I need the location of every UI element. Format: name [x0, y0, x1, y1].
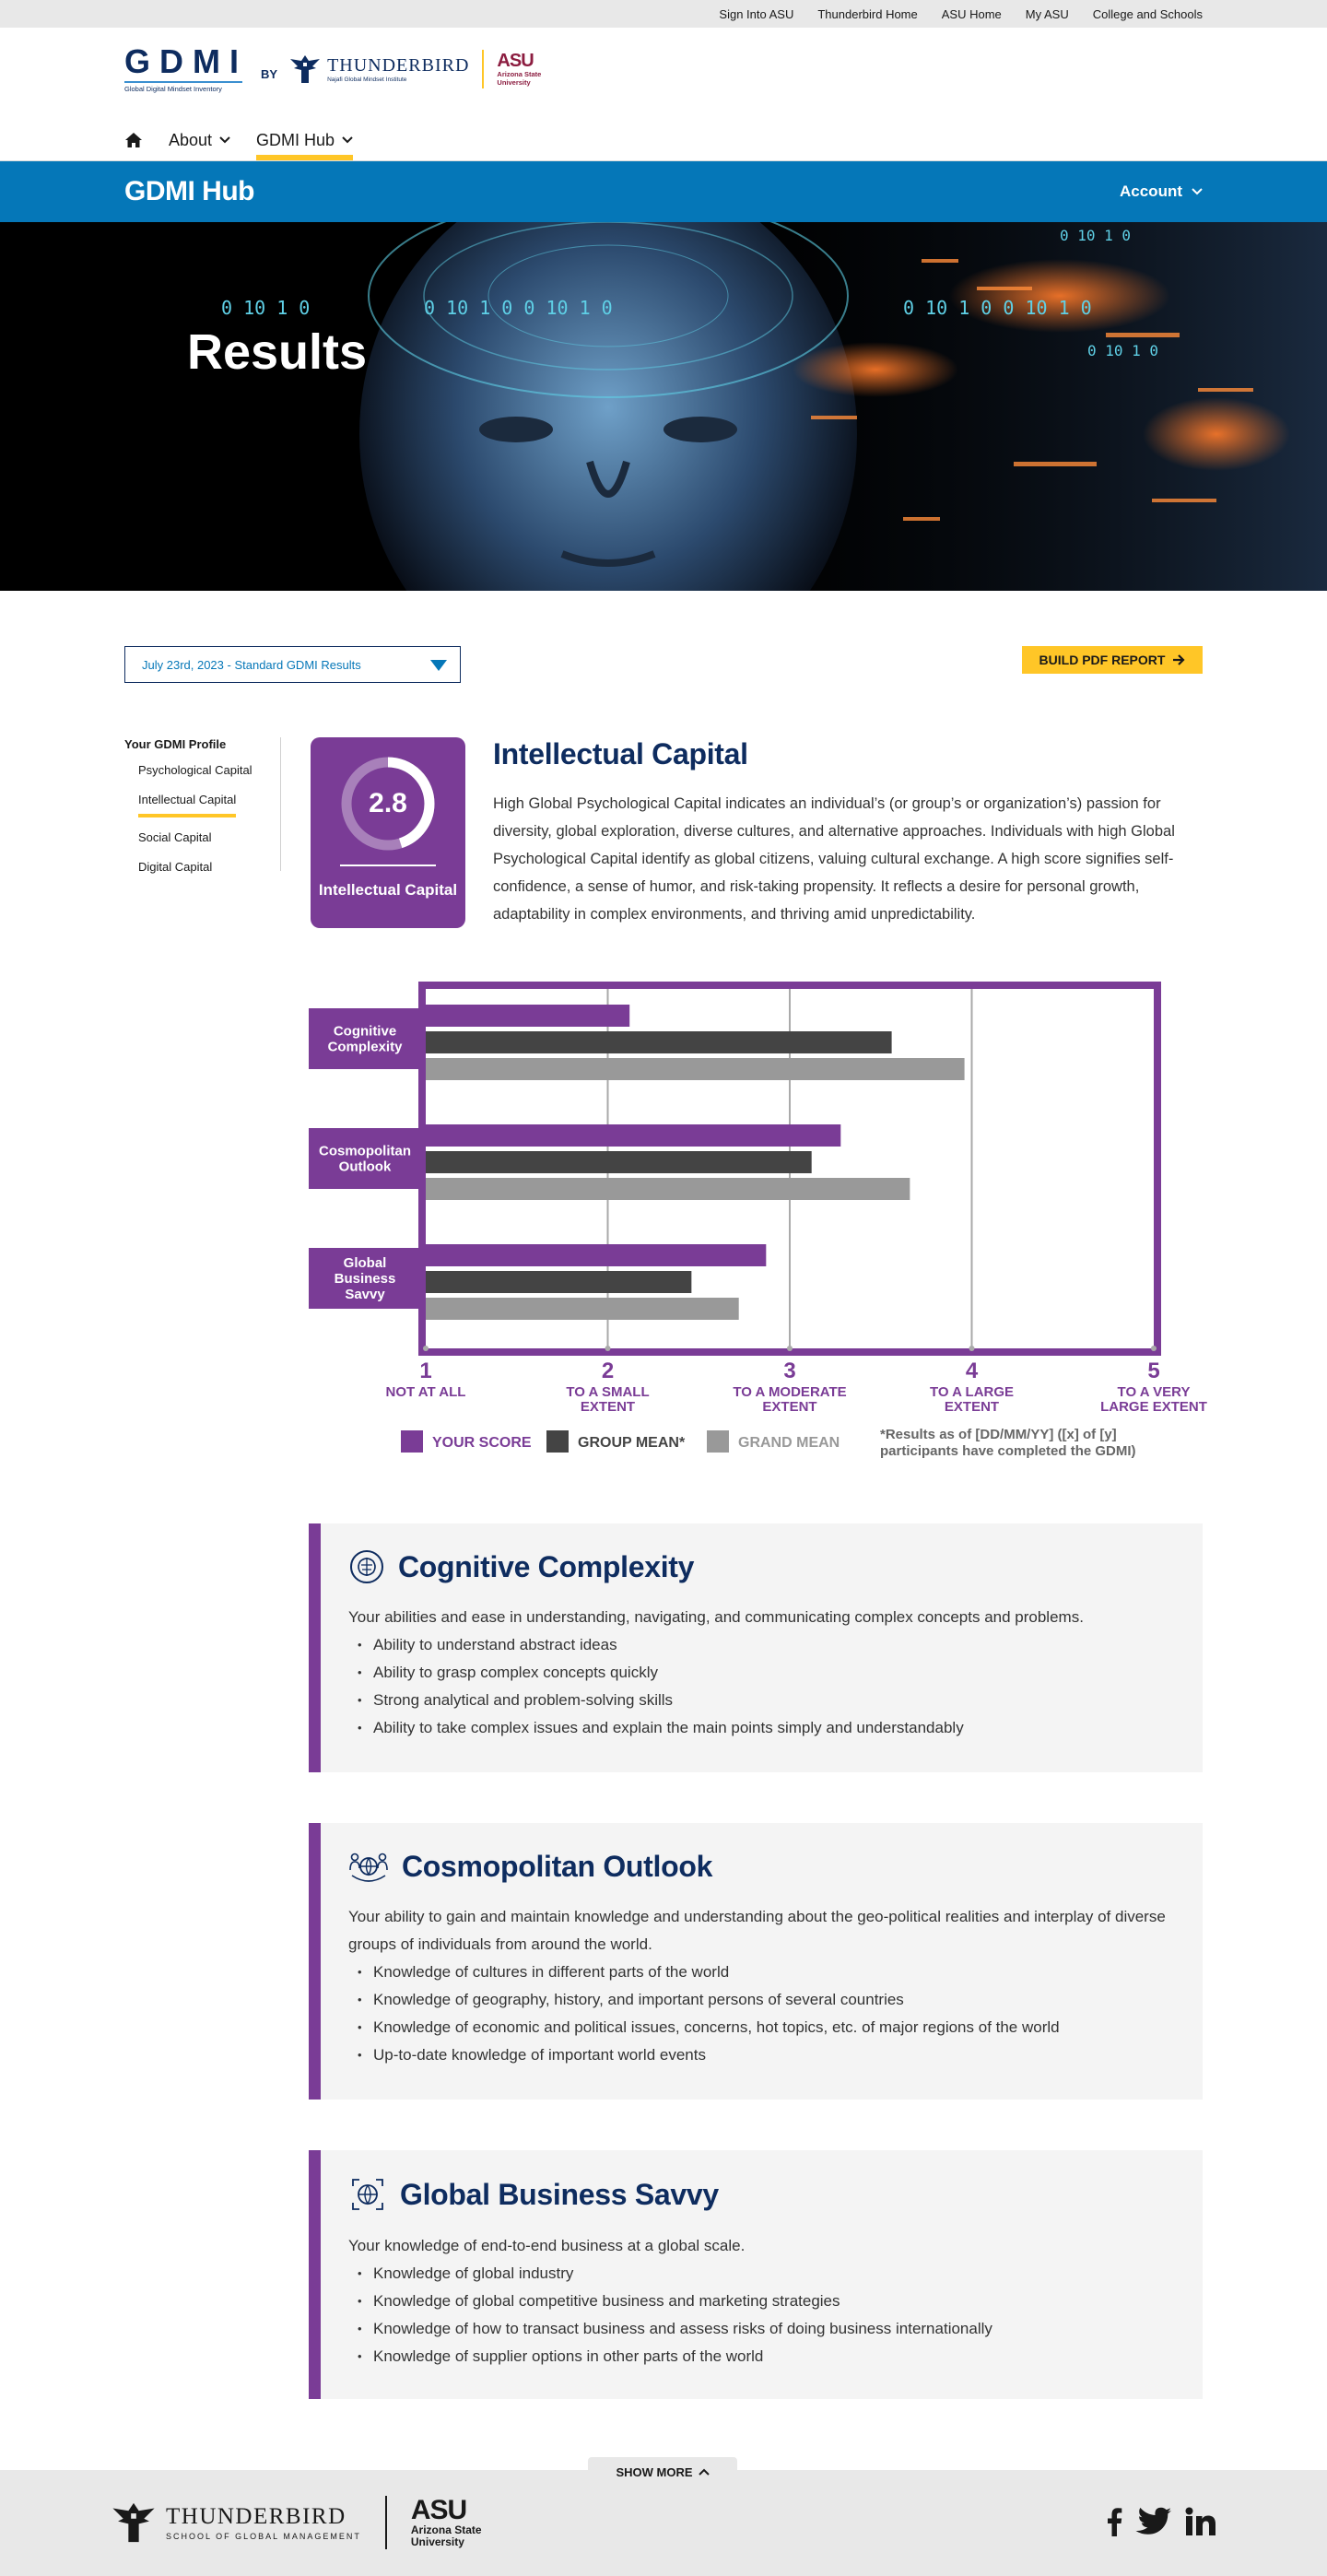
sidenav-item-social[interactable]: Social Capital [138, 830, 212, 844]
globe-network-icon [348, 2175, 387, 2214]
linkedin-icon[interactable] [1185, 2507, 1216, 2536]
sign-in-link[interactable]: Sign Into ASU [719, 6, 794, 21]
build-pdf-label: BUILD PDF REPORT [1039, 653, 1166, 667]
category-label: Global [343, 1255, 387, 1271]
list-item: • Strong analytical and problem-solving skills [348, 1687, 1175, 1714]
asu-name-line-2: University [497, 77, 531, 87]
legend-swatch [707, 1430, 729, 1453]
account-label: Account [1120, 182, 1182, 200]
tick-value: 4 [965, 1359, 979, 1383]
asu-name-line-1: Arizona State [497, 69, 542, 78]
legend-swatch [401, 1430, 423, 1453]
chart-bar [426, 1271, 691, 1293]
list-item: • Ability to take complex issues and explain the main points simply and understandably [348, 1714, 1175, 1742]
chart-bar [426, 1178, 910, 1200]
card-divider [340, 865, 436, 866]
nav-gdmi-hub-label: GDMI Hub [256, 130, 335, 149]
tick-marker [969, 1346, 975, 1351]
tick-value: 5 [1147, 1359, 1160, 1383]
bullet-list [348, 1631, 1175, 1742]
chevron-up-icon [699, 2468, 710, 2476]
chevron-down-icon [1192, 188, 1203, 195]
hub-title: GDMI Hub [124, 176, 254, 206]
legend-swatch [546, 1430, 569, 1453]
tick-label: TO A MODERATE [733, 1384, 847, 1400]
hero-banner [0, 222, 1327, 591]
main-nav [124, 120, 353, 160]
footer-asu-name-1: Arizona State [410, 2523, 482, 2536]
footer-divider [385, 2496, 387, 2549]
colleges-link[interactable]: College and Schools [1092, 6, 1203, 21]
thunderbird-icon [109, 2500, 159, 2545]
gdmi-logo[interactable] [124, 44, 248, 93]
home-link[interactable] [124, 120, 143, 160]
tick-marker [423, 1346, 429, 1351]
footer-thunderbird-logo[interactable] [166, 2504, 361, 2541]
footer-asu-name-2: University [410, 2535, 464, 2548]
tick-value: 3 [783, 1359, 796, 1383]
chart-bar [426, 1244, 766, 1266]
results-controls [124, 646, 1203, 683]
footer-thunderbird-sub: SCHOOL OF GLOBAL MANAGEMENT [166, 2532, 361, 2541]
thunderbird-name: THUNDERBIRD [327, 54, 470, 76]
category-label: Cognitive [333, 1023, 397, 1040]
list-item: • Ability to understand abstract ideas [348, 1631, 1175, 1659]
facebook-icon[interactable] [1106, 2507, 1122, 2536]
asu-logo[interactable] [497, 52, 541, 87]
show-more-button[interactable] [588, 2457, 737, 2487]
category-label: Complexity [327, 1039, 403, 1055]
binary-text: 0 10 1 0 0 10 1 0 [424, 297, 613, 319]
sidenav-item-intellectual[interactable]: Intellectual Capital [138, 793, 236, 817]
tick-label: TO A LARGE [929, 1384, 1015, 1400]
chart-bar [426, 1151, 812, 1173]
tick-marker [1151, 1346, 1157, 1351]
bullet-list [348, 1958, 1175, 2069]
tick-marker [787, 1346, 793, 1351]
list-item: • Knowledge of global industry [348, 2260, 1175, 2288]
section-description: High Global Psychological Capital indicates an individual’s (or group’s or organization’s) passion for diversity, global exploration, diverse cultures, and alternative approaches. Individuals with high Global Psychological Capital identify as global citizens, valuing cultural exchange. A high score signifies self-confidence, a sense of humor, and risk-taking propensity. It reflects a desire for personal growth, adaptability in complex environments, and thriving amid unpredictability. [493, 795, 1175, 923]
home-icon [124, 132, 143, 148]
logo-divider [482, 50, 484, 88]
tick-label: TO A VERY [1117, 1384, 1191, 1400]
nav-gdmi-hub[interactable] [256, 120, 353, 160]
sidenav-item-digital[interactable]: Digital Capital [138, 860, 213, 874]
list-item: • Ability to grasp complex concepts quickly [348, 1659, 1175, 1687]
legend-label: GROUP MEAN* [578, 1435, 686, 1451]
category-label: Outlook [338, 1159, 392, 1175]
utility-bar [0, 0, 1327, 28]
legend-label: GRAND MEAN [738, 1435, 840, 1451]
tick-marker [605, 1346, 611, 1351]
tick-label: TO A SMALL [566, 1384, 650, 1400]
tick-label: LARGE EXTENT [1100, 1399, 1207, 1415]
site-header [0, 28, 1327, 161]
list-item: • Knowledge of how to transact business and assess risks of doing business internationally [348, 2315, 1175, 2343]
chevron-down-icon [219, 136, 230, 144]
social-links [1106, 2507, 1216, 2536]
results-select[interactable] [124, 646, 461, 683]
results-select-value: July 23rd, 2023 - Standard GDMI Results [142, 657, 361, 672]
results-chart [309, 982, 1212, 1479]
nav-about[interactable] [169, 120, 230, 160]
tick-value: 1 [419, 1359, 432, 1383]
section-heading: Cosmopolitan Outlook [402, 1849, 713, 1883]
list-item: • Knowledge of economic and political issues, concerns, hot topics, etc. of major regions of the world [348, 2014, 1175, 2041]
asu-home-link[interactable]: ASU Home [941, 6, 1002, 21]
sidenav-title: Your GDMI Profile [124, 737, 227, 751]
score-label: Intellectual Capital [318, 881, 458, 899]
binary-text: 0 10 1 0 [1087, 342, 1159, 359]
bullet-list [348, 2260, 1175, 2370]
footer-thunderbird-name: THUNDERBIRD [166, 2504, 346, 2529]
account-menu[interactable] [1120, 182, 1203, 201]
tick-label: NOT AT ALL [385, 1384, 466, 1400]
section-description: Your knowledge of end-to-end business at a global scale. [348, 2237, 746, 2254]
page-title: Results [187, 324, 368, 380]
asu-mark: ASU [497, 50, 534, 71]
nav-about-label: About [169, 130, 213, 149]
binary-text: 0 10 1 0 [221, 297, 311, 319]
my-asu-link[interactable]: My ASU [1025, 6, 1069, 21]
legend-label: YOUR SCORE [432, 1435, 532, 1451]
tick-label: EXTENT [580, 1399, 636, 1415]
chart-bar [426, 1058, 965, 1080]
by-label: BY [261, 67, 278, 81]
section-heading: Global Business Savvy [400, 2177, 719, 2211]
section-description: Your ability to gain and maintain knowledge and understanding about the geo-political realities and interplay of diverse groups of individuals from around the world. [348, 1908, 1166, 1953]
profile-sidenav [124, 737, 281, 874]
category-label: Cosmopolitan [319, 1143, 411, 1159]
chart-bar [426, 1298, 739, 1320]
section-description: Your abilities and ease in understanding, navigating, and communicating complex concepts and problems. [348, 1608, 1084, 1626]
chart-bar [426, 1031, 892, 1053]
footer-asu-mark: ASU [410, 2495, 467, 2525]
show-more-label: SHOW MORE [616, 2464, 693, 2479]
sidenav-item-psychological[interactable]: Psychological Capital [138, 763, 252, 777]
section-cognitive-complexity [309, 1523, 1203, 1772]
gdmi-logo-subtitle: Global Digital Mindset Inventory [124, 81, 242, 93]
build-pdf-button[interactable] [1022, 646, 1203, 674]
list-item: • Knowledge of supplier options in other parts of the world [348, 2343, 1175, 2370]
section-global-business-savvy [309, 2150, 1203, 2399]
list-item: • Knowledge of cultures in different parts of the world [348, 1958, 1175, 1986]
thunderbird-tagline: Najafi Global Mindset Institute [327, 76, 407, 83]
arrow-right-icon [1172, 654, 1185, 665]
tick-value: 2 [601, 1359, 615, 1383]
list-item: • Knowledge of geography, history, and important persons of several countries [348, 1986, 1175, 2014]
category-label: Business [334, 1271, 396, 1287]
tick-label: EXTENT [944, 1399, 1000, 1415]
chart-bar [426, 1005, 629, 1027]
caret-down-icon [430, 660, 447, 671]
tick-label: EXTENT [762, 1399, 817, 1415]
binary-text: 0 10 1 0 [1060, 227, 1132, 244]
section-cosmopolitan-outlook [309, 1823, 1203, 2100]
brain-icon [348, 1548, 385, 1585]
chevron-down-icon [342, 136, 353, 144]
chart-note: participants have completed the GDMI) [880, 1443, 1136, 1459]
chart-note: *Results as of [DD/MM/YY] ([x] of [y] [880, 1427, 1117, 1442]
score-card [311, 737, 465, 928]
list-item: • Up-to-date knowledge of important world events [348, 2041, 1175, 2069]
score-value: 2.8 [369, 788, 407, 818]
hub-bar [0, 161, 1327, 222]
chart-bar [426, 1124, 840, 1147]
thunderbird-home-link[interactable]: Thunderbird Home [817, 6, 918, 21]
logo-row[interactable] [124, 44, 541, 93]
section-title: Intellectual Capital [493, 737, 748, 770]
people-globe-icon [348, 1848, 389, 1885]
thunderbird-icon [288, 53, 322, 85]
category-label: Savvy [345, 1287, 385, 1302]
twitter-icon[interactable] [1135, 2507, 1172, 2536]
thunderbird-logo[interactable] [288, 53, 469, 85]
binary-text: 0 10 1 0 0 10 1 0 [903, 297, 1092, 319]
gdmi-logo-text: GDMI [124, 42, 248, 80]
section-heading: Cognitive Complexity [398, 1549, 695, 1583]
hero-image [0, 222, 1327, 591]
list-item: • Knowledge of global competitive business and marketing strategies [348, 2288, 1175, 2315]
footer-asu-logo[interactable] [411, 2497, 482, 2548]
